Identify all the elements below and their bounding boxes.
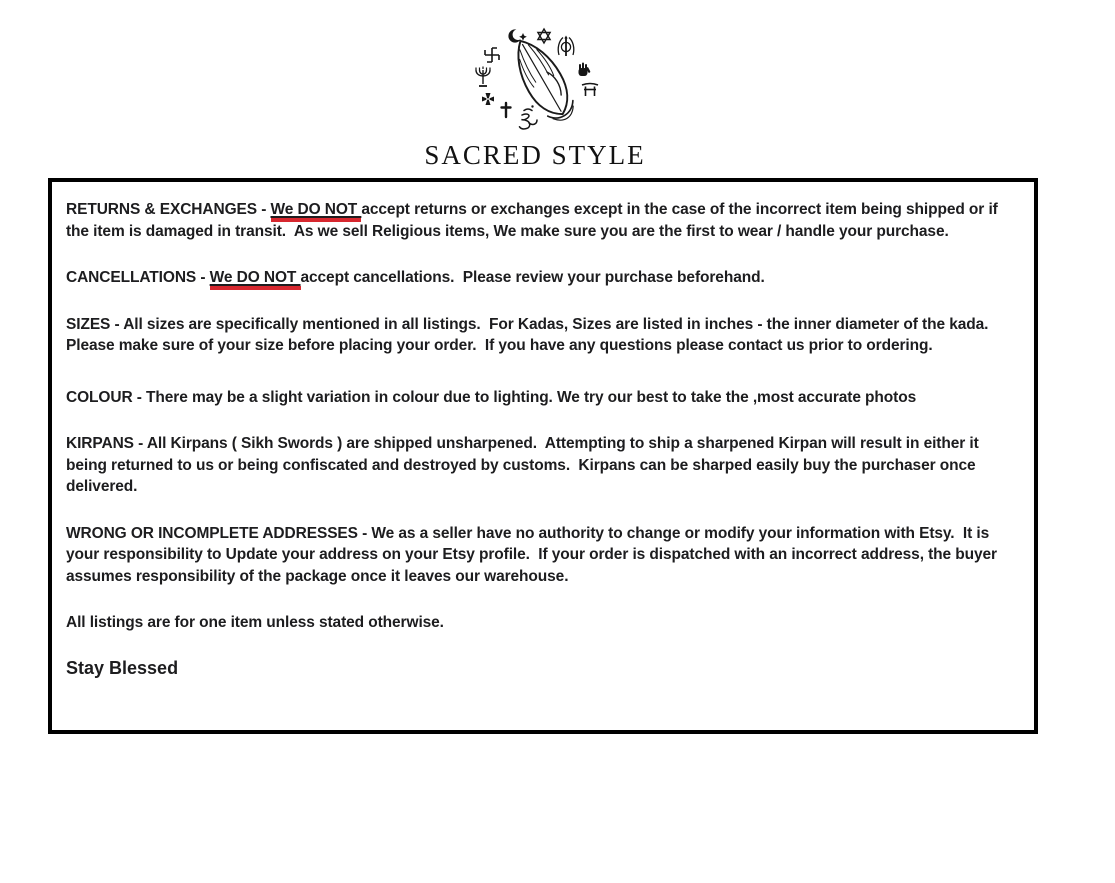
section-body: All Kirpans ( Sikh Swords ) are shipped unsharpened. Attempting to ship a sharpened Kirpan will result in either it being returned to us or being confiscated and destroyed by customs. Kirpans can be sharped easily buy the purchaser once delivered. <box>66 435 983 495</box>
we-do-not-highlight: We DO NOT <box>271 201 362 222</box>
latin-cross-icon <box>502 103 511 117</box>
om-icon <box>520 105 538 129</box>
signoff: Stay Blessed <box>66 657 179 678</box>
praying-hands-icon <box>505 32 581 128</box>
maltese-cross-icon <box>482 93 494 105</box>
section-heading: SIZES - <box>66 315 124 333</box>
logo-graphic <box>415 20 655 142</box>
menorah-icon <box>476 67 490 87</box>
logo <box>415 20 655 171</box>
torii-gate-icon <box>582 84 598 97</box>
star-of-david-icon <box>538 29 550 43</box>
policy-box <box>48 178 1038 734</box>
brand-title: SACRED STYLE <box>424 140 646 170</box>
hamsa-hand-icon <box>579 63 591 77</box>
khanda-icon <box>558 36 574 57</box>
policy-section-colour <box>66 387 1020 409</box>
policy-section-sizes <box>66 314 1020 357</box>
section-body: We as a seller have no authority to change or modify your information with Etsy. It is your responsibility to Update your address on your Etsy profile. If your order is dispatched with an incorrect address, the buyer assumes responsibility of the package once it leaves our warehouse. <box>66 524 1002 585</box>
section-body: All sizes are specifically mentioned in all listings. For Kadas, Sizes are listed in inches - the inner diameter of the kada. Please make sure of your size before placing your order. If you have any questions please contact us prior to ordering. <box>66 315 997 354</box>
section-heading: COLOUR - <box>66 388 147 406</box>
section-body: There may be a slight variation in colour due to lighting. We try our best to take the ,most accurate photos <box>146 388 917 406</box>
section-heading: CANCELLATIONS - <box>66 269 210 286</box>
star-and-crescent-icon <box>508 29 526 42</box>
policy-section-returns <box>66 199 1020 242</box>
section-body: accept cancellations. Please review your purchase beforehand. <box>300 269 765 286</box>
section-heading: RETURNS & EXCHANGES - <box>66 201 271 218</box>
swastika-icon <box>485 48 499 62</box>
section-body: accept returns or exchanges except in the case of the incorrect item being shipped or if the item is damaged in transit. As we sell Religious items, We make sure you are the first to wear / handle your purchase. <box>66 201 1002 240</box>
section-heading: KIRPANS - <box>66 435 147 452</box>
policy-section-cancellations <box>66 267 1020 289</box>
note-text: All listings are for one item unless stated otherwise. <box>66 614 444 631</box>
policy-section-addresses <box>66 523 1020 588</box>
policy-section-kirpans <box>66 433 1020 498</box>
we-do-not-highlight: We DO NOT <box>210 269 301 290</box>
policy-note <box>66 612 1020 634</box>
section-heading: WRONG OR INCOMPLETE ADDRESSES - <box>66 524 372 542</box>
